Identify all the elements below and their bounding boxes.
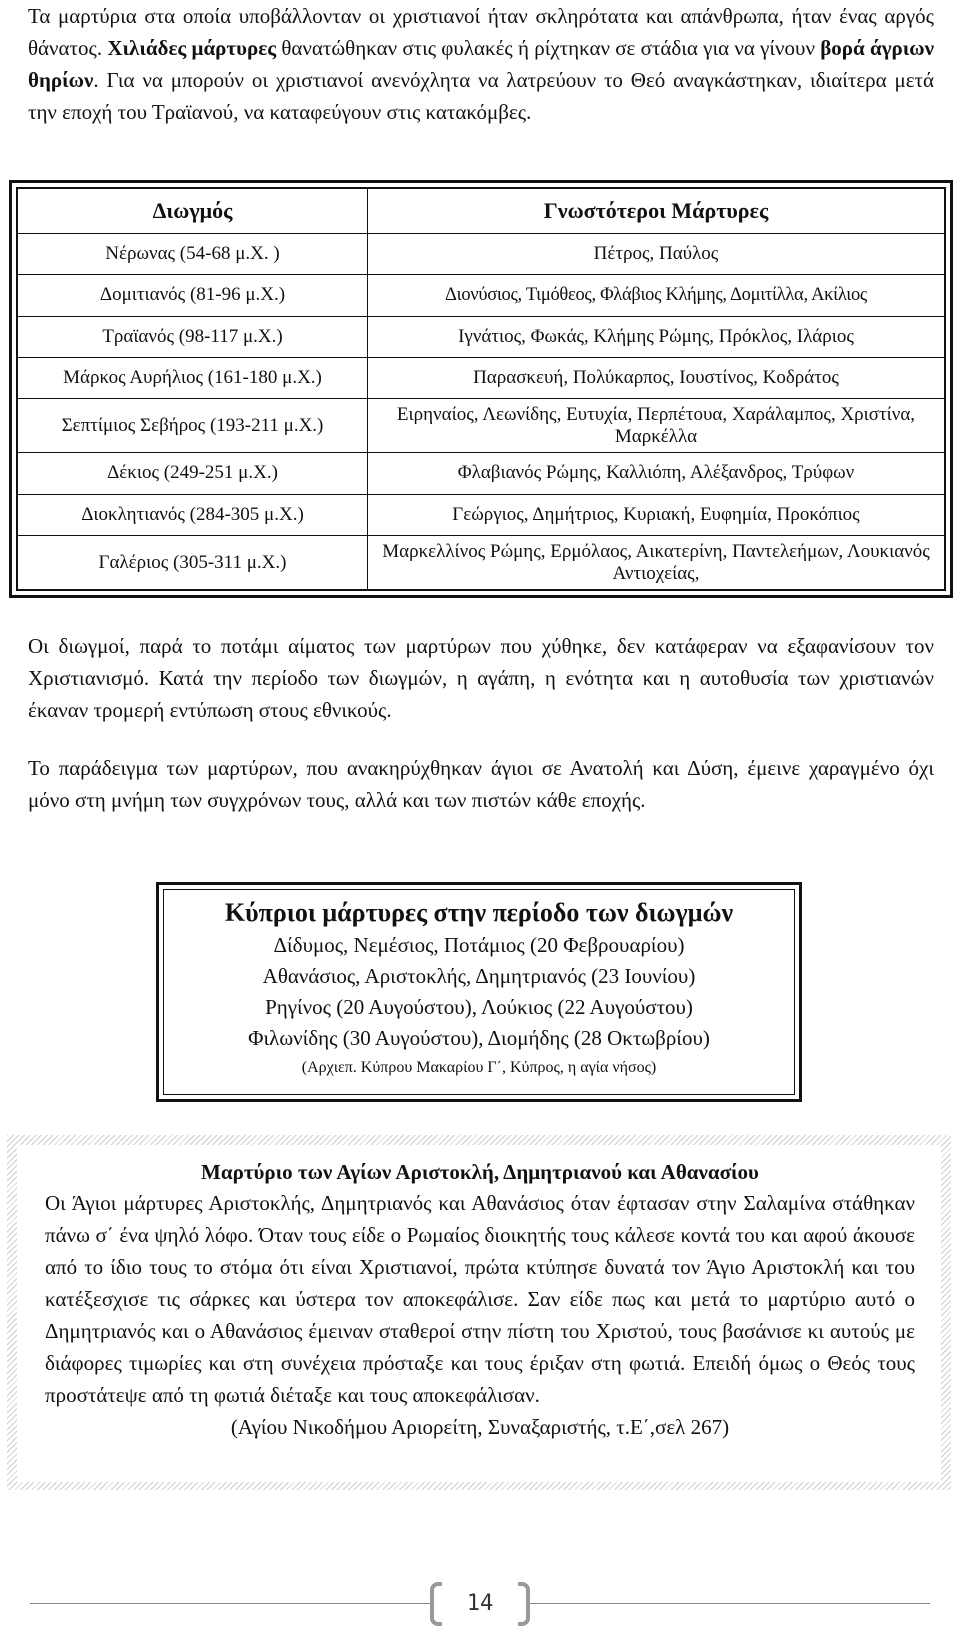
martyrdom-story-citation: (Αγίου Νικοδήμου Αριορείτη, Συναξαριστής, τ.Ε΄,σελ 267) — [230, 1415, 730, 1439]
table-row — [18, 275, 945, 316]
emperor-cell: Τραϊανός (98-117 μ.Χ.) — [18, 316, 368, 357]
table-row — [18, 234, 945, 275]
martyrs-cell: Ειρηναίος, Λεωνίδης, Ευτυχία, Περπέτουα, Χαράλαμπος, Χριστίνα, Μαρκέλλα — [368, 399, 945, 453]
martyrs-cell: Διονύσιος, Τιμόθεος, Φλάβιος Κλήμης, Δομιτίλλα, Ακίλιος — [368, 275, 945, 316]
intro-text-2: θανατώθηκαν στις φυλακές ή ρίχτηκαν σε στάδια για να γίνουν — [276, 36, 821, 60]
martyrs-cell: Φλαβιανός Ρώμης, Καλλιόπη, Αλέξανδρος, Τρύφων — [368, 453, 945, 494]
emperor-cell: Νέρωνας (54-68 μ.Χ. ) — [18, 234, 368, 275]
page-number: 14 — [466, 1591, 494, 1616]
cypriot-martyrs-line: Φιλωνίδης (30 Αυγούστου), Διομήδης (28 Οκτωβρίου) — [248, 1026, 710, 1050]
paragraph-martyrs-example: Το παράδειγμα των μαρτύρων, που ανακηρύχθηκαν άγιοι σε Ανατολή και Δύση, έμεινε χαραγμένο όχι μόνο στη μνήμη των συγχρόνων τους, αλλά και των πιστών κάθε εποχής. — [28, 756, 934, 812]
emperor-cell: Δέκιος (249-251 μ.Χ.) — [18, 453, 368, 494]
martyrs-cell: Πέτρος, Παύλος — [368, 234, 945, 275]
martyrs-cell: Μαρκελλίνος Ρώμης, Ερμόλαος, Αικατερίνη, Παντελεήμων, Λουκιανός Αντιοχείας, — [368, 536, 945, 590]
cypriot-martyrs-title: Κύπριοι μάρτυρες στην περίοδο των διωγμών — [224, 898, 734, 927]
martyrdom-story-text: Οι Άγιοι μάρτυρες Αριστοκλής, Δημητριανός και Αθανάσιος όταν έφτασαν στην Σαλαμίνα στάθηκαν πάνω σ΄ ένα ψηλό λόφο. Όταν τους είδε ο Ρωμαίος διοικητής τους κάλεσε κοντά του και αφού άκουσε από το ίδιο τους το στόμα ότι είναι Χριστιανοί, πρώτα κτύπησε δυνατά τον Άγιο Αριστοκλή και του κατέξεσχισε τις σάρκες και ύστερα τον αποκεφάλισε. Σαν είδε πως και μετά το μαρτύριο αυτό ο Δημητριανός και ο Αθανάσιος έμειναν σταθεροί στην πίστη του Χριστού, τους βασάνισε κι αυτούς με διάφορες τιμωρίες και στη συνέχεια πρόσταξε και τους έριξαν στη φωτιά. Επειδή όμως ο Θεός τους προστάτεψε από τη φωτιά διέταξε και τους αποκεφάλισαν. — [45, 1191, 915, 1407]
table-row — [18, 357, 945, 398]
page-number-badge — [430, 1582, 530, 1626]
emperor-cell: Δομιτιανός (81-96 μ.Χ.) — [18, 275, 368, 316]
table-row — [18, 399, 945, 453]
header-martyrs: Γνωστότεροι Μάρτυρες — [368, 189, 945, 234]
table-row — [18, 316, 945, 357]
paragraph-persecutions-outcome: Οι διωγμοί, παρά το ποτάμι αίματος των μαρτύρων που χύθηκε, δεν κατάφεραν να εξαφανίσουν τον Χριστιανισμό. Κατά την περίοδο των διωγμών, η αγάπη, η ενότητα και η αυτοθυσία των χριστιανών έκαναν τρομερή εντύπωση στους εθνικούς. — [28, 634, 934, 722]
table-header-row — [18, 189, 945, 234]
cypriot-martyrs-line: Αθανάσιος, Αριστοκλής, Δημητριανός (23 Ιουνίου) — [262, 964, 696, 988]
martyrs-cell: Παρασκευή, Πολύκαρπος, Ιουστίνος, Κοδράτος — [368, 357, 945, 398]
martyrdom-story-title: Μαρτύριο των Αγίων Αριστοκλή, Δημητριανού και Αθανασίου — [201, 1160, 759, 1184]
table-row — [18, 536, 945, 590]
emperor-cell: Μάρκος Αυρήλιος (161-180 μ.Χ.) — [18, 357, 368, 398]
intro-text-3: . Για να μπορούν οι χριστιανοί ανενόχλητα να λατρεύουν το Θεό αναγκάστηκαν, ιδιαίτερα μετά την εποχή του Τραϊανού, να καταφεύγουν στις κατακόμβες. — [28, 68, 934, 124]
emperor-cell: Γαλέριος (305-311 μ.Χ.) — [18, 536, 368, 590]
cypriot-martyrs-line: Δίδυμος, Νεμέσιος, Ποτάμιος (20 Φεβρουαρίου) — [273, 933, 685, 957]
intro-text-1: Τα μαρτύρια στα οποία υποβάλλονταν οι χριστιανοί ήταν σκληρότατα και απάνθρωπα, ήταν ένας αργός θάνατος. — [28, 4, 934, 60]
cypriot-martyrs-box — [156, 882, 802, 1102]
cypriot-martyrs-source: (Αρχιεπ. Κύπρου Μακαρίου Γ΄, Κύπρος, η αγία νήσος) — [301, 1059, 657, 1076]
martyrs-cell: Γεώργιος, Δημήτριος, Κυριακή, Ευφημία, Προκόπιος — [368, 494, 945, 535]
emperor-cell: Διοκλητιανός (284-305 μ.Χ.) — [18, 494, 368, 535]
martyrs-cell: Ιγνάτιος, Φωκάς, Κλήμης Ρώμης, Πρόκλος, Ιλάριος — [368, 316, 945, 357]
intro-paragraph — [28, 0, 934, 128]
header-persecution: Διωγμός — [18, 189, 368, 234]
table-row — [18, 453, 945, 494]
table-row — [18, 494, 945, 535]
persecutions-table — [17, 188, 945, 590]
left-brace-icon — [430, 1582, 442, 1626]
martyrdom-story-box — [7, 1135, 951, 1490]
persecutions-table-box — [9, 180, 953, 598]
cypriot-martyrs-line: Ρηγίνος (20 Αυγούστου), Λούκιος (22 Αυγούστου) — [265, 995, 693, 1019]
emperor-cell: Σεπτίμιος Σεβήρος (193-211 μ.Χ.) — [18, 399, 368, 453]
intro-bold-2: βορά άγριων θηρίων — [28, 36, 935, 92]
right-brace-icon — [518, 1582, 530, 1626]
intro-bold-1: Χιλιάδες μάρτυρες — [107, 36, 277, 60]
